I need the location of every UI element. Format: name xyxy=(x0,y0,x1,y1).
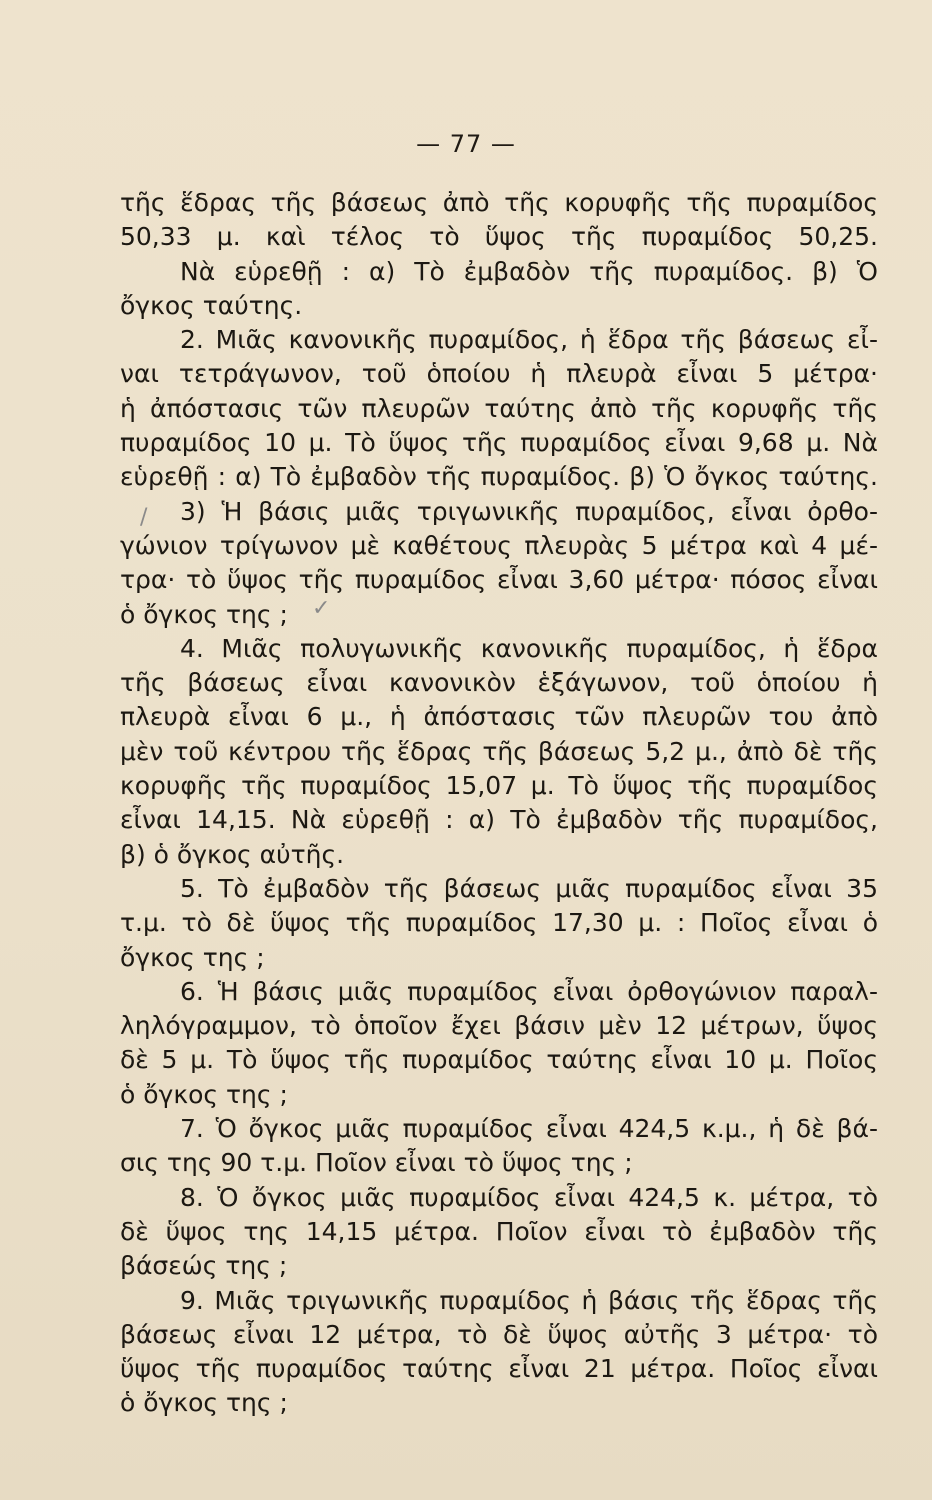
text-line: β) ὁ ὄγκος αὐτῆς. xyxy=(120,839,345,869)
text-line: ἡ ἀπόστασις τῶν πλευρῶν ταύτης ἀπὸ τῆς κορυφῆς τῆς xyxy=(120,393,878,423)
text-line: εὑρεθῇ : α) Τὸ ἐμβαδὸν τῆς πυραμίδος. β) Ὁ ὄγκος ταύτης. xyxy=(120,462,878,492)
text-line: ὁ ὄγκος της ; xyxy=(120,1079,288,1109)
text-line: ὁ ὄγκος της ; xyxy=(120,1388,288,1418)
text-line: τρα· τὸ ὕψος τῆς πυραμίδος εἶναι 3,60 μέτρα· πόσος εἶναι xyxy=(120,565,878,595)
text-line: ναι τετράγωνον, τοῦ ὁποίου ἡ πλευρὰ εἶναι 5 μέτρα· xyxy=(120,359,878,389)
exercise-9-start: 9. Μιᾶς τριγωνικῆς πυραμίδος ἡ βάσις τῆς ἕδρας τῆς xyxy=(180,1285,878,1315)
text-line: σις της 90 τ.μ. Ποῖον εἶναι τὸ ὕψος της ; xyxy=(120,1148,633,1178)
text-line: δὲ 5 μ. Τὸ ὕψος τῆς πυραμίδος ταύτης εἶναι 10 μ. Ποῖος xyxy=(120,1045,878,1075)
text-line: Νὰ εὑρεθῇ : α) Τὸ ἐμβαδὸν τῆς πυραμίδος. β) Ὁ xyxy=(180,256,878,286)
exercise-8-start: 8. Ὁ ὄγκος μιᾶς πυραμίδος εἶναι 424,5 κ. μέτρα, τὸ xyxy=(180,1182,878,1212)
text-line: ὄγκος ταύτης. xyxy=(120,290,303,320)
text-line: ὁ ὄγκος της ; xyxy=(120,599,288,629)
text-line: πυραμίδος 10 μ. Τὸ ὕψος τῆς πυραμίδος εἶναι 9,68 μ. Νὰ xyxy=(120,428,878,458)
exercise-4-start: 4. Μιᾶς πολυγωνικῆς κανονικῆς πυραμίδος, ἡ ἕδρα xyxy=(180,633,878,663)
text-line: 50,33 μ. καὶ τέλος τὸ ὕψος τῆς πυραμίδος 50,25. xyxy=(120,222,878,252)
text-line: τ.μ. τὸ δὲ ὕψος τῆς πυραμίδος 17,30 μ. : Ποῖος εἶναι ὁ xyxy=(120,908,878,938)
text-line: πλευρὰ εἶναι 6 μ., ἡ ἀπόστασις τῶν πλευρῶν του ἀπὸ xyxy=(120,702,878,732)
exercise-5-start: 5. Τὸ ἐμβαδὸν τῆς βάσεως μιᾶς πυραμίδος εἶναι 35 xyxy=(180,873,878,903)
exercise-2-start: 2. Μιᾶς κανονικῆς πυραμίδος, ἡ ἕδρα τῆς βάσεως εἶ- xyxy=(180,325,878,355)
text-line: βάσεώς της ; xyxy=(120,1251,288,1281)
page-number: — 77 — xyxy=(416,130,516,158)
pencil-mark-icon: / xyxy=(140,505,148,530)
exercise-6-start: 6. Ἡ βάσις μιᾶς πυραμίδος εἶναι ὀρθογώνιον παραλ- xyxy=(180,976,878,1006)
pencil-checkmark-icon: ✓ xyxy=(312,596,331,621)
text-line: γώνιον τρίγωνον μὲ καθέτους πλευρὰς 5 μέτρα καὶ 4 μέ- xyxy=(120,530,878,560)
exercise-7-start: 7. Ὁ ὄγκος μιᾶς πυραμίδος εἶναι 424,5 κ.μ., ἡ δὲ βά- xyxy=(180,1114,878,1144)
text-line: κορυφῆς τῆς πυραμίδος 15,07 μ. Τὸ ὕψος τῆς πυραμίδος xyxy=(120,771,878,801)
exercise-3-start: 3) Ἡ βάσις μιᾶς τριγωνικῆς πυραμίδος, εἶναι ὀρθο- xyxy=(180,496,878,526)
exercise-text xyxy=(120,186,878,1421)
text-line: ὄγκος της ; xyxy=(120,942,265,972)
text-line: βάσεως εἶναι 12 μέτρα, τὸ δὲ ὕψος αὐτῆς 3 μέτρα· τὸ xyxy=(120,1319,878,1349)
text-line: δὲ ὕψος της 14,15 μέτρα. Ποῖον εἶναι τὸ ἐμβαδὸν τῆς xyxy=(120,1216,878,1246)
text-line: ὕψος τῆς πυραμίδος ταύτης εἶναι 21 μέτρα. Ποῖος εἶναι xyxy=(120,1354,878,1384)
text-line: τῆς βάσεως εἶναι κανονικὸν ἑξάγωνον, τοῦ ὁποίου ἡ xyxy=(120,668,878,698)
text-line: εἶναι 14,15. Νὰ εὑρεθῇ : α) Τὸ ἐμβαδὸν τῆς πυραμίδος, xyxy=(120,805,878,835)
text-line: τῆς ἕδρας τῆς βάσεως ἀπὸ τῆς κορυφῆς τῆς πυραμίδος xyxy=(120,188,878,217)
text-line: ληλόγραμμον, τὸ ὁποῖον ἔχει βάσιν μὲν 12 μέτρων, ὕψος xyxy=(120,1011,878,1041)
text-line: μὲν τοῦ κέντρου τῆς ἕδρας τῆς βάσεως 5,2 μ., ἀπὸ δὲ τῆς xyxy=(120,736,878,766)
